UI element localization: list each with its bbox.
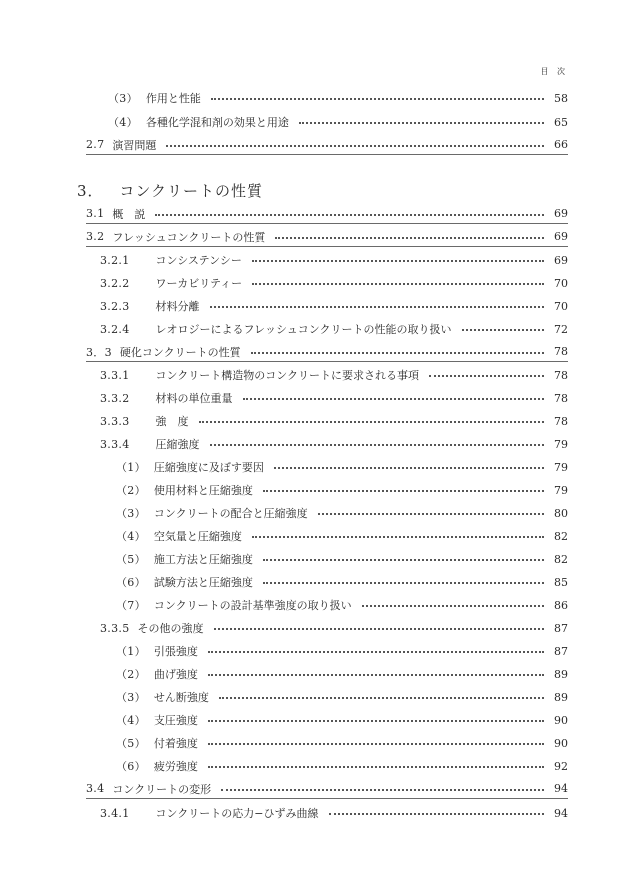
dot-leader	[208, 720, 544, 722]
toc-subsection-entry[interactable]	[100, 365, 568, 385]
entry-page: 78	[554, 414, 568, 428]
entry-number: 3.3.1	[100, 368, 130, 382]
toc-item-entry[interactable]	[116, 457, 568, 477]
entry-title: レオロジーによるフレッシュコンクリートの性能の取り扱い	[155, 323, 452, 336]
chapter-heading	[77, 180, 263, 201]
entry-number: 3.2.4	[100, 322, 130, 336]
entry-page: 94	[554, 806, 568, 820]
entry-title: 疲労強度	[153, 760, 198, 773]
dot-leader	[318, 513, 544, 515]
entry-page: 86	[554, 598, 568, 612]
entry-number: 3.2.2	[100, 276, 130, 290]
entry-page: 70	[554, 276, 568, 290]
toc-subsection-entry[interactable]	[100, 388, 568, 408]
dot-leader	[275, 237, 544, 239]
toc-subsection-entry[interactable]	[100, 803, 568, 823]
entry-number: （2）	[116, 668, 146, 681]
entry-page: 79	[554, 483, 568, 497]
entry-title: 硬化コンクリートの性質	[119, 345, 241, 359]
entry-number: 3.1	[86, 207, 105, 220]
entry-number: 3.2.3	[100, 299, 130, 313]
entry-page: 58	[554, 91, 568, 105]
dot-leader	[211, 98, 544, 100]
toc-subsection-entry[interactable]	[100, 250, 568, 270]
dot-leader	[219, 697, 544, 699]
entry-title: 演習問題	[112, 138, 157, 152]
entry-title: 概 説	[112, 207, 146, 221]
entry-number: （3）	[116, 507, 146, 520]
entry-title: 付着強度	[153, 737, 198, 750]
dot-leader	[221, 789, 544, 791]
toc-section-entry[interactable]	[86, 227, 568, 247]
entry-title: 圧縮強度	[155, 438, 200, 451]
dot-leader	[263, 559, 544, 561]
entry-number: （6）	[116, 760, 146, 773]
entry-number: （1）	[116, 645, 146, 658]
entry-title: 材料の単位重量	[155, 392, 233, 405]
dot-leader	[210, 306, 545, 308]
running-head: 目 次	[540, 67, 568, 76]
entry-number: 3.2.1	[100, 253, 130, 267]
dot-leader	[462, 329, 544, 331]
entry-number: （6）	[116, 576, 146, 589]
toc-item-entry[interactable]	[116, 503, 568, 523]
entry-title: 作用と性能	[145, 92, 201, 105]
toc-item-entry[interactable]	[116, 710, 568, 730]
entry-title: 試験方法と圧縮強度	[153, 576, 253, 589]
toc-subsection-entry[interactable]	[100, 434, 568, 454]
toc-subsection-entry[interactable]	[100, 411, 568, 431]
dot-leader	[243, 398, 545, 400]
dot-leader	[214, 628, 545, 630]
toc-subsection-entry[interactable]	[100, 319, 568, 339]
dot-leader	[210, 444, 545, 446]
entry-page: 89	[554, 690, 568, 704]
toc-section-entry[interactable]	[86, 779, 568, 799]
entry-title: コンシステンシー	[155, 254, 242, 267]
dot-leader	[252, 283, 544, 285]
toc-section-entry[interactable]	[86, 135, 568, 155]
entry-number: （4）	[116, 714, 146, 727]
entry-page: 87	[554, 644, 568, 658]
dot-leader	[199, 421, 545, 423]
toc-item-entry[interactable]	[116, 687, 568, 707]
dot-leader	[166, 145, 544, 147]
entry-number: （4）	[116, 530, 146, 543]
toc-item-entry[interactable]	[116, 664, 568, 684]
entry-number: 3.2	[86, 230, 105, 243]
entry-page: 87	[554, 621, 568, 635]
entry-title: コンクリート構造物のコンクリートに要求される事項	[155, 369, 420, 382]
dot-leader	[299, 122, 544, 124]
toc-section-entry[interactable]	[86, 342, 568, 362]
dot-leader	[263, 490, 544, 492]
entry-page: 89	[554, 667, 568, 681]
dot-leader	[208, 766, 544, 768]
entry-number: （7）	[116, 599, 146, 612]
entry-title: 材料分離	[155, 300, 200, 313]
dot-leader	[252, 536, 544, 538]
entry-title: 曲げ強度	[153, 668, 198, 681]
entry-page: 85	[554, 575, 568, 589]
toc-entry[interactable]	[108, 112, 568, 132]
entry-page: 80	[554, 506, 568, 520]
dot-leader	[274, 467, 544, 469]
toc-item-entry[interactable]	[116, 733, 568, 753]
entry-title: フレッシュコンクリートの性質	[112, 230, 266, 244]
entry-page: 66	[554, 138, 568, 151]
entry-title: 空気量と圧縮強度	[153, 530, 242, 543]
entry-title: コンクリートの応力−ひずみ曲線	[155, 807, 319, 820]
entry-page: 78	[554, 391, 568, 405]
entry-number: 3.3.3	[100, 414, 130, 428]
entry-number: （2）	[116, 484, 146, 497]
entry-title: 引張強度	[153, 645, 198, 658]
entry-title: 支圧強度	[153, 714, 198, 727]
toc-item-entry[interactable]	[116, 572, 568, 592]
entry-page: 79	[554, 437, 568, 451]
entry-page: 69	[554, 253, 568, 267]
toc-subsection-entry[interactable]	[100, 273, 568, 293]
toc-subsection-entry[interactable]	[100, 618, 568, 638]
chapter-title: コンクリートの性質	[119, 182, 264, 200]
entry-title: せん断強度	[153, 691, 209, 704]
entry-page: 92	[554, 759, 568, 773]
toc-item-entry[interactable]	[116, 526, 568, 546]
dot-leader	[155, 214, 544, 216]
entry-page: 82	[554, 529, 568, 543]
entry-title: その他の強度	[137, 622, 204, 635]
dot-leader	[208, 674, 544, 676]
dot-leader	[362, 605, 544, 607]
entry-title: 各種化学混和剤の効果と用途	[145, 116, 289, 129]
entry-page: 90	[554, 713, 568, 727]
toc-subsection-entry[interactable]	[100, 296, 568, 316]
entry-number: 3．3	[86, 345, 112, 359]
entry-page: 69	[554, 207, 568, 220]
entry-number: 3.4	[86, 782, 105, 795]
toc-item-entry[interactable]	[116, 756, 568, 776]
toc-item-entry[interactable]	[116, 641, 568, 661]
dot-leader	[208, 743, 544, 745]
entry-number: （3）	[108, 92, 138, 105]
entry-number: （3）	[116, 691, 146, 704]
toc-item-entry[interactable]	[116, 595, 568, 615]
entry-page: 72	[554, 322, 568, 336]
dot-leader	[251, 352, 544, 354]
toc-section-entry[interactable]	[86, 204, 568, 224]
entry-title: 使用材料と圧縮強度	[153, 484, 253, 497]
entry-page: 79	[554, 460, 568, 474]
entry-title: コンクリートの変形	[112, 782, 212, 796]
dot-leader	[429, 375, 544, 377]
entry-title: 施工方法と圧縮強度	[153, 553, 253, 566]
entry-page: 78	[554, 345, 568, 358]
entry-number: （5）	[116, 737, 146, 750]
dot-leader	[252, 260, 544, 262]
entry-number: 3.3.4	[100, 437, 130, 451]
dot-leader	[208, 651, 544, 653]
entry-number: 3.3.5	[100, 621, 130, 635]
entry-title: 圧縮強度に及ぼす要因	[153, 461, 264, 474]
dot-leader	[329, 813, 545, 815]
entry-number: 2.7	[86, 138, 105, 151]
entry-title: ワーカビリティー	[155, 277, 243, 290]
entry-number: 3.3.2	[100, 391, 130, 405]
entry-page: 70	[554, 299, 568, 313]
entry-page: 82	[554, 552, 568, 566]
toc-item-entry[interactable]	[116, 480, 568, 500]
entry-title: コンクリートの設計基準強度の取り扱い	[153, 599, 352, 612]
entry-number: 3.4.1	[100, 806, 130, 820]
entry-title: コンクリートの配合と圧縮強度	[153, 507, 308, 520]
toc-entry[interactable]	[108, 88, 568, 108]
chapter-number: 3．	[77, 182, 104, 200]
dot-leader	[263, 582, 544, 584]
entry-page: 78	[554, 368, 568, 382]
entry-title: 強 度	[155, 415, 189, 428]
entry-number: （4）	[108, 116, 138, 129]
entry-page: 90	[554, 736, 568, 750]
entry-page: 94	[554, 782, 568, 795]
entry-page: 65	[554, 115, 568, 129]
toc-item-entry[interactable]	[116, 549, 568, 569]
entry-number: （5）	[116, 553, 146, 566]
entry-number: （1）	[116, 461, 146, 474]
entry-page: 69	[554, 230, 568, 243]
